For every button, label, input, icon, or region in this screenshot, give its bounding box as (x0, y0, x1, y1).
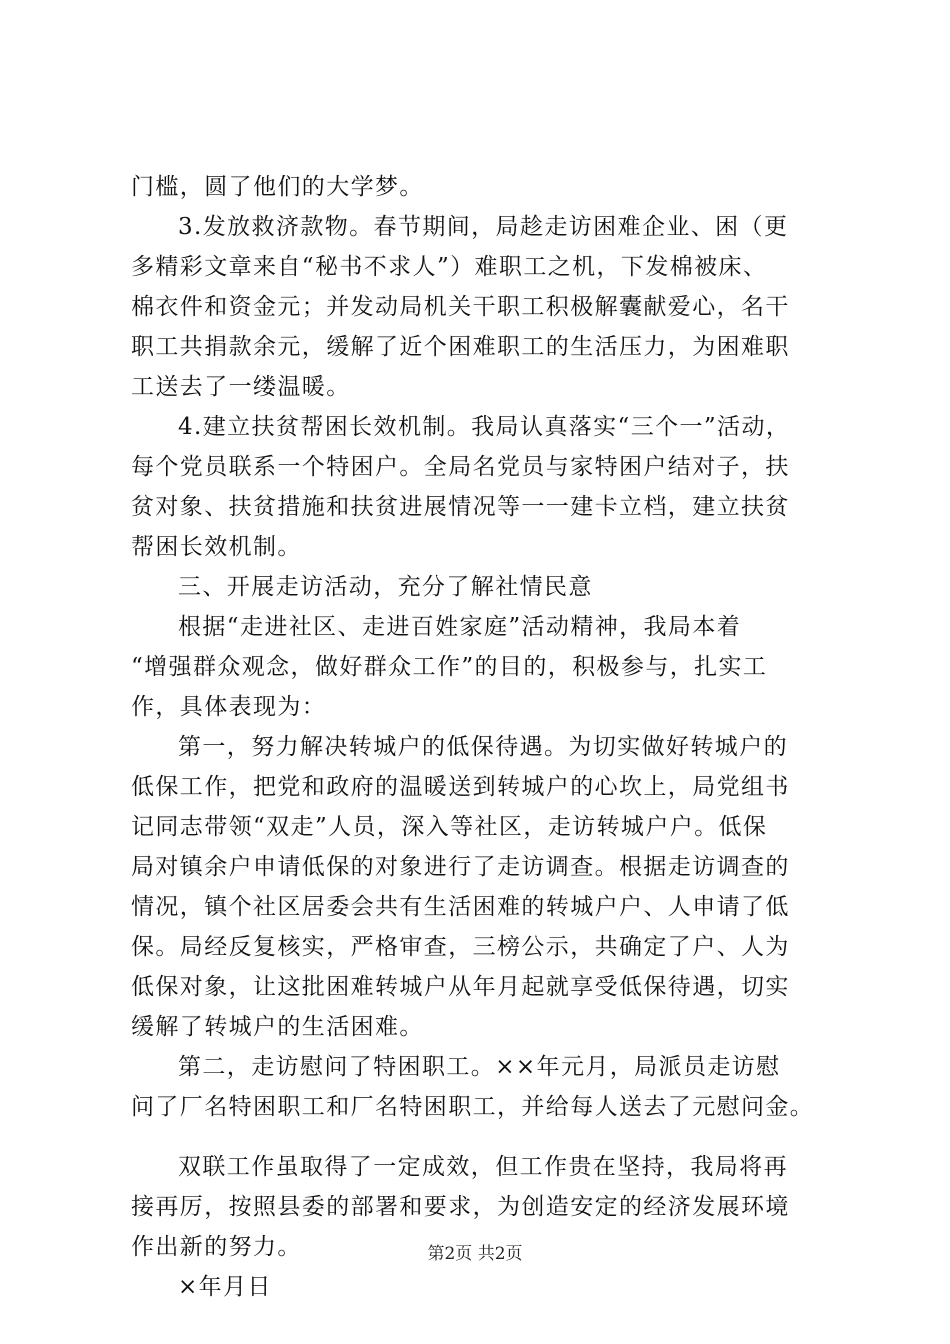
body-text-line: 门槛，圆了他们的大学梦。 (131, 174, 424, 200)
date-line: ×年月日 (178, 1274, 272, 1300)
body-text-line: 根据“走进社区、走进百姓家庭”活动精神，我局本着 (178, 614, 742, 640)
body-text-line: 作，具体表现为： (131, 694, 327, 720)
body-text-line: 缓解了转城户的生活困难。 (131, 1014, 424, 1040)
body-text-line: 贫对象、扶贫措施和扶贫进展情况等一一建卡立档，建立扶贫 (131, 494, 790, 520)
page-number: 第2页 共2页 (427, 1244, 523, 1264)
body-text-line: 帮困长效机制。 (131, 534, 302, 560)
body-text-line: 3.发放救济款物。春节期间，局趁走访困难企业、困（更 (178, 214, 789, 240)
body-text-line: 接再厉，按照县委的部署和要求，为创造安定的经济发展环境 (131, 1194, 790, 1220)
body-text-line: 保。局经反复核实，严格审查，三榜公示，共确定了户、人为 (131, 934, 790, 960)
body-text-line: 4.建立扶贫帮困长效机制。我局认真落实“三个一”活动， (178, 414, 791, 440)
body-text-line: 记同志带领“双走”人员，深入等社区，走访转城户户。低保 (131, 814, 768, 840)
body-text-line: 问了厂名特困职工和厂名特困职工，并给每人送去了元慰问金。 (131, 1094, 815, 1120)
body-text-line: 双联工作虽取得了一定成效，但工作贵在坚持，我局将再 (178, 1154, 788, 1180)
body-text-line: 作出新的努力。 (131, 1234, 302, 1260)
body-text-line: 低保工作，把党和政府的温暖送到转城户的心坎上，局党组书 (131, 774, 790, 800)
body-text-line: 第一，努力解决转城户的低保待遇。为切实做好转城户的 (178, 734, 788, 760)
body-text-line: 每个党员联系一个特困户。全局名党员与家特困户结对子，扶 (131, 454, 790, 480)
body-text-line: 第二，走访慰问了特困职工。××年元月，局派员走访慰 (178, 1054, 781, 1080)
body-text-line: 情况，镇个社区居委会共有生活困难的转城户户、人申请了低 (131, 894, 790, 920)
body-text-line: 多精彩文章来自“秘书不求人”）难职工之机，下发棉被床、 (131, 254, 768, 280)
section-heading: 三、开展走访活动，充分了解社情民意 (178, 574, 593, 600)
body-text-line: 棉衣件和资金元；并发动局机关干职工积极解囊献爱心，名干 (131, 294, 790, 320)
body-text-line: 局对镇余户申请低保的对象进行了走访调查。根据走访调查的 (131, 854, 790, 880)
body-text-line: 职工共捐款余元，缓解了近个困难职工的生活压力，为困难职 (131, 334, 790, 360)
body-text-line: “增强群众观念，做好群众工作”的目的，积极参与，扎实工 (131, 654, 768, 680)
body-text-line: 工送去了一缕温暖。 (131, 374, 351, 400)
body-text-line: 低保对象，让这批困难转城户从年月起就享受低保待遇，切实 (131, 974, 790, 1000)
